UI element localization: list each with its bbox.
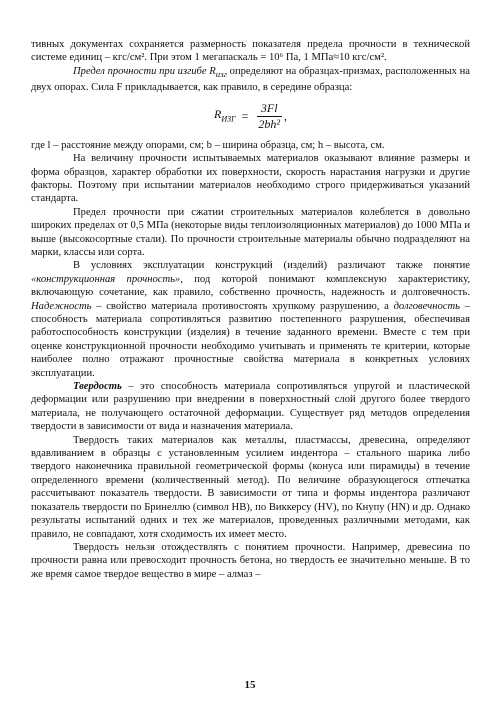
paragraph-structural-strength: В условиях эксплуатации конструкций (изделий) различают также понятие «конструкционная прочность», под которой понимают комплексную характеристику, включающую сочетание, как правило, собственно прочность, надежность и долговечность. Надежность – свойство материала противостоять хрупкому разрушению, а долговечность – способность материала сопротивляться развитию постепенного разрушения, обеспечивая работоспособность конструкции (изделия) в течение заданного времени. Вместе с тем при оценке конструкционной прочности необходимо учитывать и применять те критерии, которые наиболее полно отражают прочностные свойства материала в конкретных условиях эксплуатации. — [31, 260, 470, 379]
term-hardness: Твердость — [73, 381, 122, 393]
bending-strength-subscript: изг — [215, 68, 227, 79]
term-durability: долговечность — [393, 300, 460, 312]
bending-strength-term: Предел прочности при изгибе $R_{изг}$ — [73, 65, 227, 79]
formula-legend: где l – расстояние между опорами, см; b – ширина образца, см; h – высота, см. — [31, 139, 385, 151]
formula-denominator: 2bh² — [258, 117, 281, 132]
paragraph-hardness-definition: Твердость – это способность материала сопротивляться упругой и пластической деформации или разрушению при внедрении в поверхностный слой другого более твердого материала, не получающего остаточной деформации. Существует ряд методов определения твердости в зависимости от вида и назначения материала. — [31, 381, 470, 433]
paragraph-factors: На величину прочности испытываемых материалов оказывают влияние размеры и форма образцов, характер обработки их поверхности, скорость нарастания нагрузки и другие факторы. Поэтому при испытании материалов необходимо строго придерживаться указаний стандарта. — [31, 153, 470, 205]
formula-fraction — [254, 101, 284, 132]
paragraph-hardness-vs-strength: Твердость нельзя отождествлять с понятием прочности. Например, древесина по прочности равна или превосходит прочность бетона, но твердость ее значительно меньше. В то же время самое твердое вещество в мире – алмаз – — [31, 541, 470, 580]
formula-lhs: $R_{ИЗГ}$ — [213, 106, 236, 124]
paragraph-compression: Предел прочности при сжатии строительных материалов колеблется в довольно широких пределах от 0,5 МПа (некоторые виды теплоизоляционных материалов) до 1000 МПа и выше (высокосортные стали). По прочности строительные материалы обычно подразделяют на марки, классы или сорта. — [31, 206, 470, 258]
page-number: 15 — [244, 679, 256, 691]
term-structural-strength: «конструкционная прочность» — [31, 273, 181, 285]
paragraph-hardness-methods: Твердость таких материалов как металлы, пластмассы, древесина, определяют вдавливанием в образцы с установленным усилием индентора – стального шарика либо твердого наконечника правильной геометрической формы (конуса или пирамиды) в течение определенного времени (количественный метод). По величине образующегося отпечатка рассчитывают показатель твердости. В зависимости от типа и формы индентора различают показатель твердости по Бринеллю (символ НВ), по Виккерсу (HV), по Кнупу (HN) и др. Однако результаты испытаний одних и тех же материалов, проведенных различными методами, как правило, не совпадают, хотя сходимость их имеет место. — [31, 434, 470, 540]
formula-comma: , — [284, 109, 288, 124]
term-reliability: Надежность — [31, 300, 92, 312]
formula-numerator: 3Fl — [257, 101, 282, 117]
paragraph-continuation: тивных документах сохраняется размерность показателя предела прочности в технической системе единиц – кгс/см². При этом 1 мегапаскаль = 10⁶ Па, 1 МПа≈10 кгс/см². — [31, 39, 470, 64]
bending-strength-text: определяют на образцах-призмах, расположенных на двух опорах. Сила F прикладывается, как правило, в середине образца: — [31, 65, 470, 94]
formula-equals: = — [241, 109, 249, 124]
paragraph-bending-strength — [31, 65, 470, 95]
bending-formula — [31, 97, 470, 137]
